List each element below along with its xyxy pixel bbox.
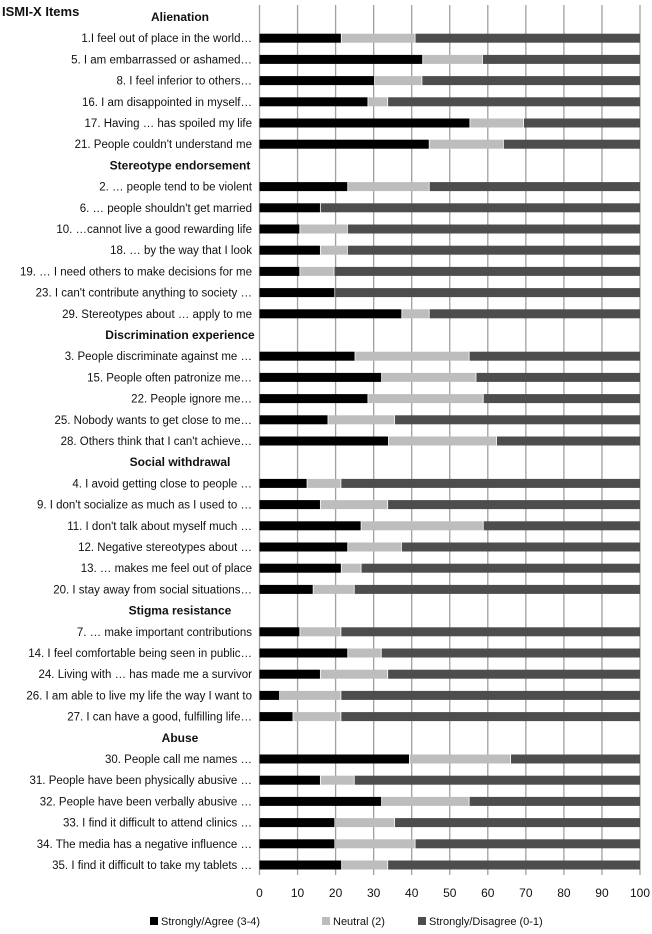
bar-disagree [341, 479, 640, 488]
item-label: 16. I am disappointed in myself… [81, 96, 252, 109]
bar-agree [260, 564, 341, 573]
bar-neutral [300, 627, 340, 636]
item-label: 28. Others think that I can't achieve… [60, 436, 252, 448]
bar-disagree [348, 246, 640, 255]
bar-agree [260, 649, 348, 658]
bar-neutral [300, 267, 333, 276]
bar-agree [260, 34, 341, 43]
bar-neutral [382, 797, 469, 806]
bar-neutral [314, 585, 354, 594]
bar-disagree [395, 415, 640, 424]
bar-agree [260, 225, 300, 234]
x-tick-label: 90 [595, 886, 609, 900]
x-tick-label: 10 [290, 886, 305, 900]
legend-label: Neutral (2) [333, 916, 385, 928]
bar-disagree [335, 288, 640, 297]
bar-neutral [335, 818, 394, 827]
item-label: 5. I am embarrassed or ashamed… [71, 54, 252, 67]
bar-agree [260, 521, 361, 530]
item-label: 29. Stereotypes about … apply to me [62, 308, 252, 321]
group-header: Abuse [161, 730, 199, 745]
bar-neutral [348, 649, 381, 658]
bar-disagree [483, 55, 640, 64]
item-label: 27. I can have a good, fulfilling life… [67, 711, 252, 724]
bar-agree [260, 543, 348, 552]
bar-agree [260, 119, 470, 128]
x-tick-label: 40 [405, 886, 419, 900]
bar-neutral [342, 861, 387, 870]
bar-agree [260, 246, 320, 255]
item-label: 2. … people tend to be violent [99, 181, 252, 194]
bar-neutral [368, 97, 387, 106]
bar-agree [260, 288, 335, 297]
item-label: 26. I am able to live my life the way I want to [26, 690, 252, 703]
bar-agree [260, 500, 320, 509]
bar-disagree [430, 309, 640, 318]
bar-neutral [321, 776, 354, 785]
item-label: 3. People discriminate against me … [64, 351, 252, 364]
bar-disagree [524, 119, 640, 128]
item-label: 25. Nobody wants to get close to me… [54, 414, 252, 427]
bar-neutral [342, 564, 361, 573]
bar-neutral [321, 500, 388, 509]
bar-neutral [430, 140, 503, 149]
bar-disagree [511, 755, 640, 764]
item-label: 11. I don't talk about myself much … [67, 520, 252, 533]
bar-disagree [388, 500, 640, 509]
x-tick-label: 80 [557, 886, 571, 900]
x-tick-label: 70 [519, 886, 533, 900]
bar-disagree [341, 691, 640, 700]
x-tick-label: 60 [481, 886, 495, 900]
item-label: 19. … I need others to make decisions for me [19, 266, 252, 279]
bar-agree [260, 203, 320, 212]
group-header: Stereotype endorsement [109, 158, 251, 173]
bar-disagree [382, 649, 640, 658]
item-label: 32. People have been verbally abusive … [39, 796, 252, 809]
bar-agree [260, 76, 374, 85]
bar-agree [260, 437, 389, 446]
bar-disagree [470, 797, 640, 806]
bar-disagree [355, 776, 640, 785]
item-label: 23. I can't contribute anything to society … [35, 287, 252, 300]
item-label: 21. People couldn't understand me [74, 139, 252, 152]
bar-neutral [342, 34, 415, 43]
bar-disagree [341, 627, 640, 636]
item-label: 17. Having … has spoiled my life [84, 118, 252, 130]
group-header: Stigma resistance [128, 603, 232, 618]
legend-swatch [418, 917, 426, 925]
group-header: Discrimination experience [105, 328, 255, 342]
bar-agree [260, 861, 342, 870]
bar-neutral [470, 119, 523, 128]
bar-disagree [388, 861, 640, 870]
x-tick-label: 0 [256, 886, 263, 900]
bar-neutral [348, 543, 401, 552]
bar-disagree [430, 182, 640, 191]
item-label: 13. … makes me feel out of place [80, 563, 252, 576]
bar-neutral [328, 415, 394, 424]
legend-swatch [150, 917, 158, 925]
bar-neutral [361, 521, 482, 530]
item-label: 33. I find it difficult to attend clinics … [63, 817, 252, 830]
item-label: 9. I don't socialize as much as I used to … [36, 499, 252, 512]
chart-title: ISMI-X Items [2, 4, 80, 19]
legend-label: Strongly/Agree (3-4) [161, 916, 261, 928]
bar-disagree [422, 76, 640, 85]
bar-agree [260, 691, 280, 700]
bar-neutral [410, 755, 510, 764]
bar-agree [260, 797, 382, 806]
bar-agree [260, 394, 368, 403]
item-label: 15. People often patronize me… [87, 372, 252, 385]
item-label: 10. …cannot live a good rewarding life [56, 224, 252, 236]
bar-disagree [341, 712, 640, 721]
item-label: 22. People ignore me… [131, 393, 252, 406]
bar-disagree [334, 267, 640, 276]
bar-agree [260, 55, 423, 64]
bar-neutral [375, 76, 422, 85]
group-header: Social withdrawal [129, 455, 231, 470]
bar-disagree [476, 373, 640, 382]
bar-agree [260, 712, 293, 721]
bar-neutral [423, 55, 482, 64]
bar-disagree [484, 521, 640, 530]
x-tick-label: 100 [629, 886, 651, 900]
bar-agree [260, 182, 348, 191]
bar-neutral [382, 373, 476, 382]
bar-neutral [293, 712, 340, 721]
bar-disagree [355, 585, 640, 594]
bar-neutral [389, 437, 496, 446]
bar-neutral [280, 691, 340, 700]
bar-neutral [348, 182, 429, 191]
item-label: 24. Living with … has made me a survivor [38, 669, 252, 682]
bar-agree [260, 352, 355, 361]
bar-neutral [355, 352, 468, 361]
x-tick-label: 50 [443, 886, 457, 900]
bar-agree [260, 818, 335, 827]
item-label: 7. … make important contributions [76, 626, 252, 639]
item-label: 18. … by the way that I look [110, 245, 252, 258]
bar-agree [260, 627, 300, 636]
bar-neutral [402, 309, 429, 318]
item-label: 35. I find it difficult to take my tablets … [52, 860, 252, 872]
bar-agree [260, 415, 328, 424]
bar-disagree [388, 670, 640, 679]
item-label: 4. I avoid getting close to people … [72, 478, 252, 491]
item-label: 8. I feel inferior to others… [116, 75, 252, 88]
bar-agree [260, 839, 335, 848]
bar-neutral [321, 246, 347, 255]
bar-disagree [504, 140, 640, 149]
bar-disagree [321, 203, 640, 212]
bar-agree [260, 140, 429, 149]
bar-disagree [395, 818, 640, 827]
x-tick-label: 20 [328, 886, 343, 900]
bar-disagree [416, 839, 640, 848]
bar-agree [260, 755, 409, 764]
bar-agree [260, 267, 300, 276]
bar-disagree [402, 543, 640, 552]
bar-disagree [361, 564, 640, 573]
group-header: Alienation [150, 10, 210, 24]
item-label: 14. I feel comfortable being seen in public… [28, 648, 252, 660]
item-label: 34. The media has a negative influence … [36, 838, 252, 851]
bar-disagree [416, 34, 640, 43]
bar-agree [260, 373, 382, 382]
item-label: 12. Negative stereotypes about … [78, 542, 252, 554]
bar-neutral [307, 479, 340, 488]
bar-agree [260, 479, 307, 488]
bar-disagree [484, 394, 640, 403]
bar-agree [260, 776, 320, 785]
bar-agree [260, 309, 402, 318]
bar-disagree [497, 437, 640, 446]
bar-disagree [388, 97, 640, 106]
bar-agree [260, 585, 313, 594]
legend-label: Strongly/Disagree (0-1) [429, 916, 543, 928]
x-tick-label: 30 [366, 886, 381, 900]
item-label: 20. I stay away from social situations… [53, 584, 252, 597]
bar-disagree [470, 352, 640, 361]
bar-disagree [348, 225, 640, 234]
bar-neutral [321, 670, 388, 679]
item-label: 6. … people shouldn't get married [79, 202, 252, 215]
bar-agree [260, 97, 368, 106]
bar-agree [260, 670, 320, 679]
legend-swatch [322, 917, 330, 925]
item-label: 1.I feel out of place in the world… [81, 33, 252, 46]
item-label: 31. People have been physically abusive … [29, 775, 252, 788]
item-label: 30. People call me names … [104, 754, 252, 766]
bar-neutral [368, 394, 482, 403]
bar-neutral [335, 839, 414, 848]
bar-neutral [300, 225, 347, 234]
